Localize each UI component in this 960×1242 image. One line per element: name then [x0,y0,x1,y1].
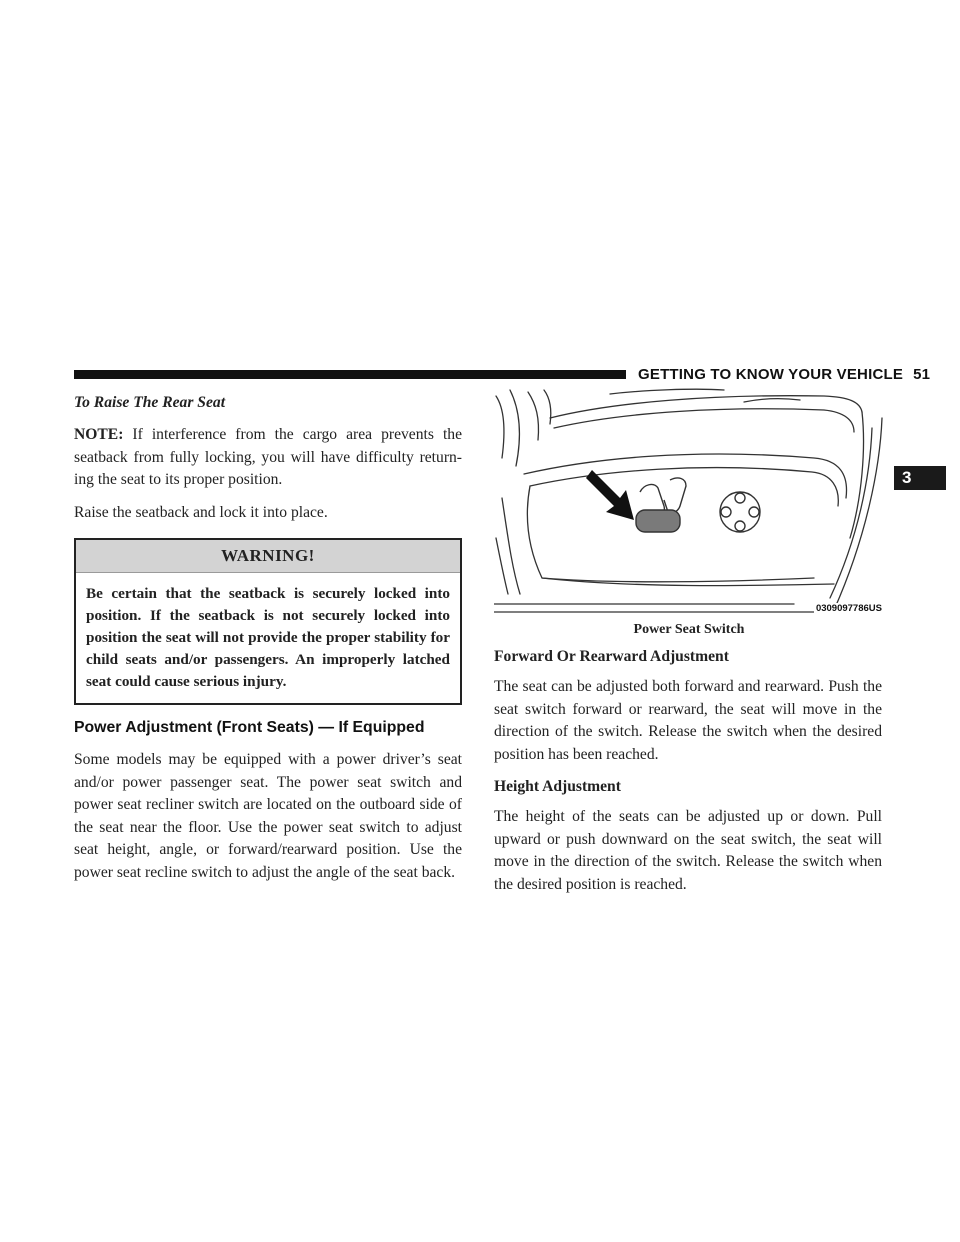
figure-code: 0309097786US [815,603,882,614]
height-adjustment-heading: Height Adjustment [494,778,621,795]
power-adjustment-text: Some models may be equipped with a power driver’s seat and/or power passenger seat. The power seat switch and power seat recliner switch are located on the outboard side of the seat near the floor. Use the power seat switch to adjust seat height, angle, or forward/rearward position. Use the power seat recline switch to adjust the angle of the seat back. [74,751,462,881]
pointer-arrow [586,470,634,520]
power-adjustment-heading: Power Adjustment (Front Seats) — If Equipped [74,719,425,736]
height-adjustment-text: The height of the seats can be adjusted up or down. Pull upward or push downward on the seat switch, the seat will move in the direction of the switch. Release the switch when the desired position is reached. [494,808,882,893]
chapter-tab: 3 [894,466,946,490]
raise-seat-heading: To Raise The Rear Seat [74,394,226,411]
note-paragraph [74,424,462,492]
seat-illustration [494,388,884,620]
section-title: GETTING TO KNOW YOUR VEHICLE [638,366,904,383]
note-text: If interference from the cargo area prevents the seatback from fully locking, you will have difficulty return-ing the seat to its proper position. [74,426,462,488]
power-seat-switch-figure [494,388,884,620]
note-label: NOTE: [74,426,124,443]
header-rule [74,370,626,379]
figure-caption: Power Seat Switch [633,622,745,637]
raise-instruction: Raise the seatback and lock it into place. [74,503,328,521]
warning-box [74,538,462,705]
forward-rearward-heading: Forward Or Rearward Adjustment [494,648,729,665]
right-column [494,646,882,906]
warning-title: WARNING! [76,540,460,573]
page-number: 51 [913,366,931,383]
left-column [74,392,462,894]
running-header [638,366,930,383]
warning-body: Be certain that the seatback is securely locked into position. If the seatback is not securely locked into position the seat will not provide the proper stability for child seats and/or passengers. An improperly latched seat could cause serious injury. [86,585,450,690]
forward-rearward-text: The seat can be adjusted both forward and rearward. Push the seat switch forward or rearward, the seat will move in the direction of the switch. Release the switch when the desired position has been reached. [494,678,882,763]
